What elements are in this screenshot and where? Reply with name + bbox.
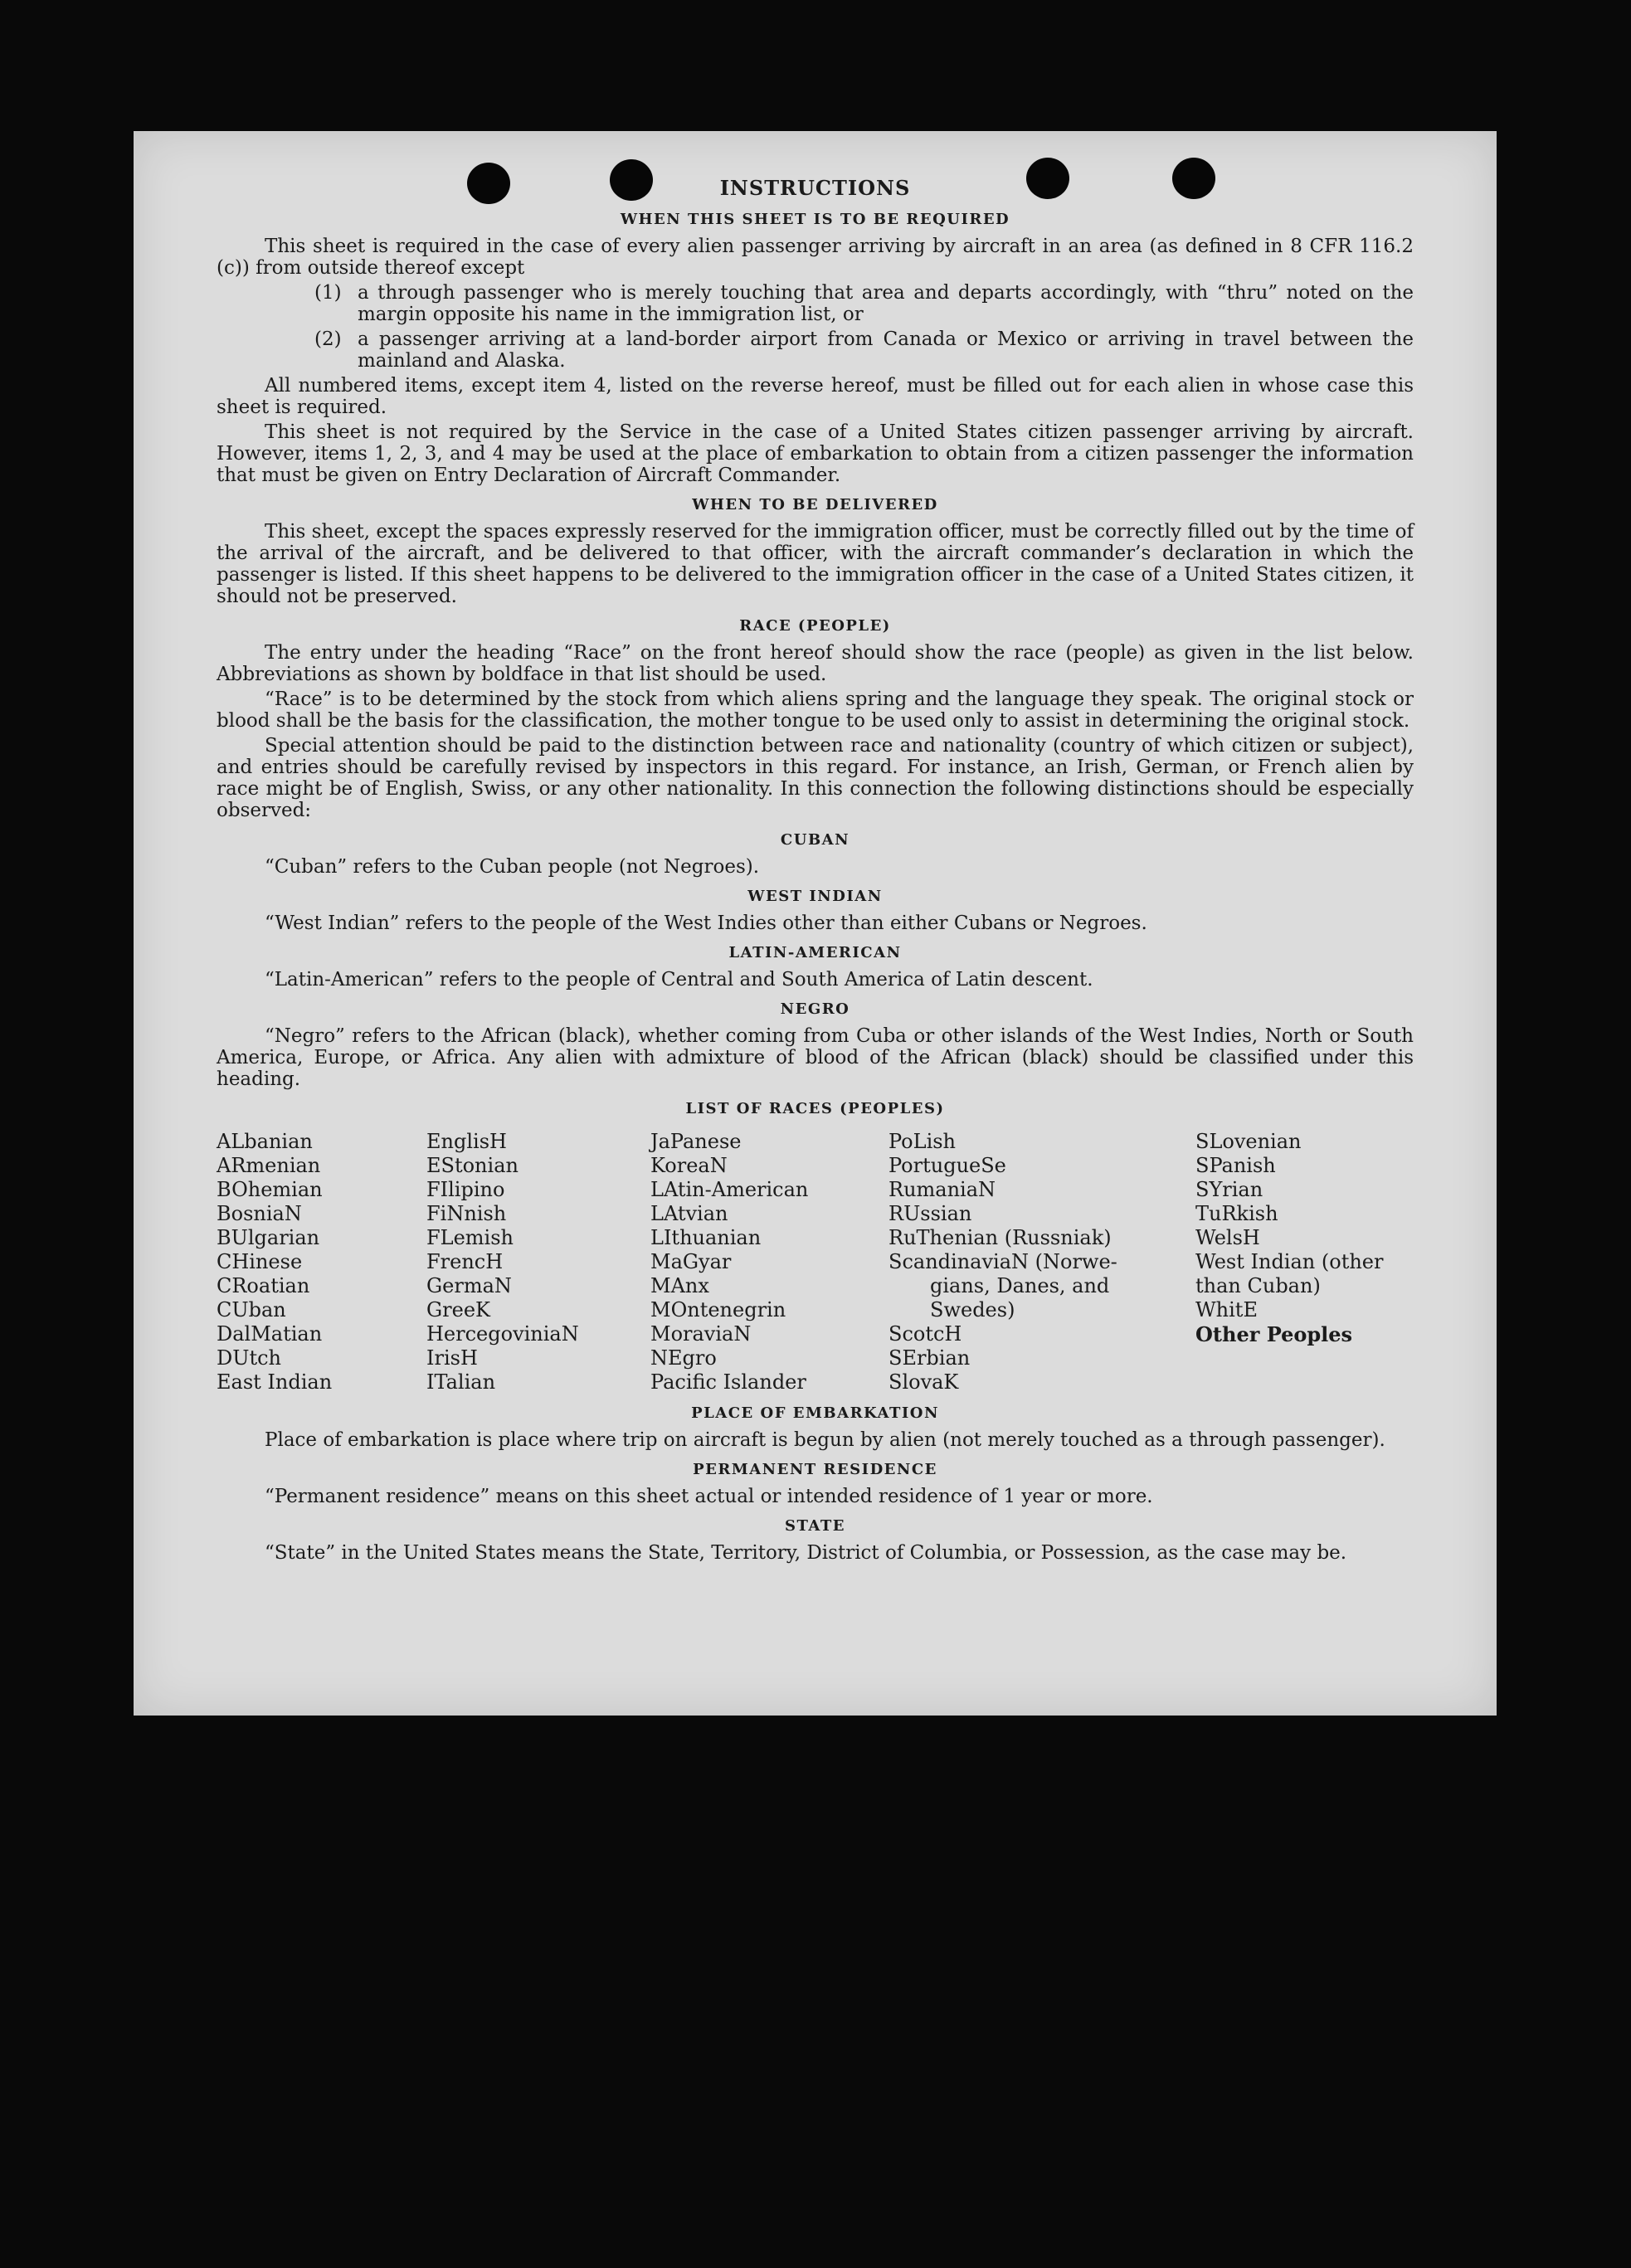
race-entry: Pacific Islander [650,1370,806,1394]
race-entry: SYrian [1195,1178,1263,1201]
race-entry: ScotcH [889,1322,962,1346]
race-entry: Other Peoples [1195,1322,1353,1346]
race-entry: ScandinaviaN (Norwe- [889,1250,1117,1273]
list-item [314,329,1414,372]
race-entry: KoreaN [650,1154,728,1177]
race-entry: MaGyar [650,1250,732,1273]
definition-text: “West Indian” refers to the people of the West Indies other than either Cubans or Negroes. [265,913,1147,934]
page-title: INSTRUCTIONS [719,176,911,200]
race-entry: gians, Danes, and [930,1274,1110,1297]
document-page [134,131,1497,1716]
race-entry: SlovaK [889,1370,959,1394]
race-entry: EnglisH [426,1130,507,1153]
section-heading: NEGRO [780,1000,850,1018]
paragraph: Special attention should be paid to the distinction between race and nationality (country of which citizen or subject), and entries should be carefully revised by inspectors in this regard. For instance, an Irish, German, or French alien by race might be of English, Swiss, or any other nationality. In this connection the following distinctions should be especially observed: [217,735,1414,821]
race-entry: CUban [217,1298,286,1321]
race-entry: LAtvian [650,1202,728,1225]
race-entry: MOntenegrin [650,1298,786,1321]
section-heading: WEST INDIAN [747,888,883,905]
races-column [426,1130,650,1394]
paragraph: “Negro” refers to the African (black), whether coming from Cuba or other islands of the West Indies, North or South America, Europe, or Africa. Any alien with admixture of blood of the African (black) should be classified under this heading. [217,1025,1414,1090]
race-entry: NEgro [650,1346,717,1370]
race-entry: West Indian (other [1195,1250,1384,1273]
race-entry: RuThenian (Russniak) [889,1226,1112,1249]
list-item [314,282,1414,325]
section-heading: PLACE OF EMBARKATION [691,1404,939,1422]
race-entry: ITalian [426,1370,496,1394]
paragraph: “Race” is to be determined by the stock from which aliens spring and the language they speak. The original stock or blood shall be the basis for the classification, the mother tongue to be used only to assist in determining the original stock. [217,689,1414,732]
race-entry: PoLish [889,1130,957,1153]
section-heading: LATIN-AMERICAN [728,944,902,961]
section-heading: PERMANENT RESIDENCE [693,1461,937,1478]
race-entry: SErbian [889,1346,971,1370]
race-entry: BUlgarian [217,1226,320,1249]
paragraph: This sheet, except the spaces expressly reserved for the immigration officer, must be correctly filled out by the time of the arrival of the aircraft, and be delivered to that officer, with the aircraft commander’s declaration in which the passenger is listed. If this sheet happens to be delivered to the immigration officer in the case of a United States citizen, it should not be preserved. [217,521,1414,607]
paragraph: All numbered items, except item 4, listed on the reverse hereof, must be filled out for each alien in whose case this sheet is required. [217,375,1414,418]
race-entry: Swedes) [930,1298,1015,1321]
race-entry: WhitE [1195,1298,1258,1321]
races-column [217,1130,426,1394]
item-number: (2) [314,329,342,350]
race-entry: SPanish [1195,1154,1276,1177]
race-entry: LAtin-American [650,1178,809,1201]
race-entry: TuRkish [1195,1202,1278,1225]
race-entry: SLovenian [1195,1130,1302,1153]
race-entry: EStonian [426,1154,519,1177]
race-entry: MAnx [650,1274,709,1297]
race-entry: DUtch [217,1346,282,1370]
race-entry: LIthuanian [650,1226,762,1249]
definition-text: “Cuban” refers to the Cuban people (not Negroes). [265,856,760,878]
race-entry: WelsH [1195,1226,1260,1249]
race-entry: IrisH [426,1346,478,1370]
paragraph: Place of embarkation is place where trip on aircraft is begun by alien (not merely touched as a through passenger). [265,1429,1385,1451]
race-entry: GreeK [426,1298,490,1321]
section-heading: WHEN THIS SHEET IS TO BE REQUIRED [620,211,1010,228]
race-entry: GermaN [426,1274,512,1297]
races-column [650,1130,889,1394]
item-number: (1) [314,282,342,304]
race-entry: FiNnish [426,1202,507,1225]
race-entry: East Indian [217,1370,333,1394]
races-column [1195,1130,1414,1394]
section-heading: LIST OF RACES (PEOPLES) [685,1100,945,1117]
race-entry: FrencH [426,1250,504,1273]
item-text: a passenger arriving at a land-border airport from Canada or Mexico or arriving in travel between the mainland and Alaska. [358,329,1414,372]
race-entry: HercegoviniaN [426,1322,579,1346]
race-entry: FIlipino [426,1178,505,1201]
race-entry: PortugueSe [889,1154,1006,1177]
paragraph: The entry under the heading “Race” on the front hereof should show the race (people) as given in the list below. Abbreviations as shown by boldface in that list should be used. [217,642,1414,685]
instructions-text [217,178,1414,1567]
race-entry: FLemish [426,1226,514,1249]
definition-text: “Latin-American” refers to the people of Central and South America of Latin descent. [265,969,1093,990]
race-entry: than Cuban) [1195,1274,1321,1297]
race-entry: CRoatian [217,1274,310,1297]
paragraph: “State” in the United States means the State, Territory, District of Columbia, or Possession, as the case may be. [265,1542,1347,1564]
race-entry: BosniaN [217,1202,302,1225]
race-entry: ALbanian [217,1130,313,1153]
race-entry: JaPanese [650,1130,742,1153]
race-entry: CHinese [217,1250,303,1273]
races-column [889,1130,1195,1394]
race-entry: MoraviaN [650,1322,752,1346]
paragraph: “Permanent residence” means on this sheet actual or intended residence of 1 year or more. [265,1486,1153,1507]
section-heading: CUBAN [780,831,850,849]
paragraph: This sheet is required in the case of every alien passenger arriving by aircraft in an area (as defined in 8 CFR 116.2 (c)) from outside thereof except [217,236,1414,279]
races-list [217,1130,1414,1394]
section-heading: RACE (PEOPLE) [739,617,891,635]
race-entry: RumaniaN [889,1178,996,1201]
section-heading: WHEN TO BE DELIVERED [692,496,938,513]
section-heading: STATE [784,1517,845,1535]
race-entry: BOhemian [217,1178,323,1201]
paragraph: This sheet is not required by the Service in the case of a United States citizen passenger arriving by aircraft. However, items 1, 2, 3, and 4 may be used at the place of embarkation to obtain from a citizen passenger the information that must be given on Entry Declaration of Aircraft Commander. [217,421,1414,486]
race-entry: RUssian [889,1202,972,1225]
race-entry: DalMatian [217,1322,323,1346]
item-text: a through passenger who is merely touching that area and departs accordingly, with “thru” noted on the margin opposite his name in the immigration list, or [358,282,1414,325]
race-entry: ARmenian [217,1154,321,1177]
